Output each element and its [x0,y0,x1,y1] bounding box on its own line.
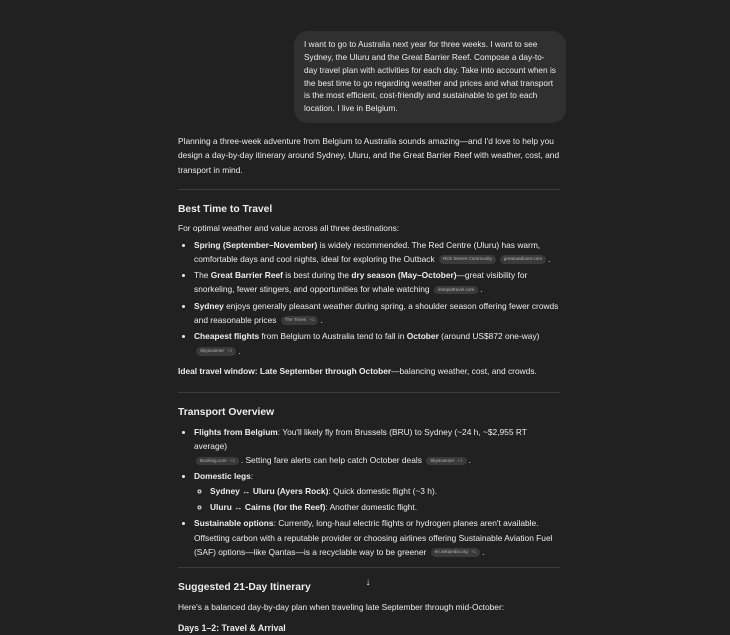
user-message-text: I want to go to Australia next year for three weeks. I want to see Sydney, the Uluru and the Great Barrier Reef. Compose a day-to-day travel plan with activities for each day. Take into account when is the best time to go regarding weather and prices and what transport is the most efficient, cost-friendly and sustainable to get to each location. I live in Belgium. [304,39,556,114]
citation-chip[interactable]: intrepidtravel.com [434,286,478,295]
citation-chip[interactable]: en.wikipedia.org +1 [431,548,480,557]
list-item: • The Great Barrier Reef is best during the dry season (May–October)—great visibility for snorkeling, fewer stingers, and opportunities for whale watching intrepidtravel.com . [194,268,560,297]
citation-chip[interactable]: greatoutdoors.com [500,255,546,264]
divider [178,567,560,568]
transport-list [178,425,560,560]
ideal-window: Ideal travel window: Late September through October—balancing weather, cost, and crowds. [178,365,537,376]
list-item: • Sustainable options: Currently, long-haul electric flights or hydrogen planes aren't available. Offsetting carbon with a reputable provider or choosing airlines offering Sustainable Aviation Fuel (SAF) options—like Qantas—is a recyclable way to be greener en.wikipedia.org +1 . [194,516,560,559]
list-item: • Cheapest flights from Belgium to Australia tend to fall in October (around US$872 one-way) Skyscanner +1 . [194,329,560,358]
list-item: ◦ Sydney ↔ Uluru (Ayers Rock): Quick domestic flight (~3 h). [210,484,560,498]
divider [178,392,560,393]
arrow-down-icon[interactable]: ↓ [365,576,371,588]
day-heading: Days 1–2: Travel & Arrival [178,622,286,633]
itinerary-lead: Here's a balanced day-by-day plan when traveling late September through mid-October: [178,601,505,612]
user-message-bubble [294,31,566,123]
list-item: • Domestic legs: ◦ Sydney ↔ Uluru (Ayers Rock): Quick domestic flight (~3 h). ◦ Uluru ↔ Cairns (for the Reef): Another domestic flight. [194,469,560,514]
section-heading-best-time: Best Time to Travel [178,203,273,215]
best-time-lead: For optimal weather and value across all three destinations: [178,223,400,234]
section-heading-itinerary: Suggested 21-Day Itinerary [178,582,311,594]
citation-chip[interactable]: Rick Steves Community [439,255,496,264]
divider [178,189,560,190]
best-time-list [178,238,560,358]
list-item: • Spring (September–November) is widely recommended. The Red Centre (Uluru) has warm, comfortable days and cool nights, ideal for exploring the Outback Rick Steves Community greatoutdoors.com . [194,238,560,267]
list-item: • Sydney enjoys generally pleasant weather during spring, a shoulder season offering fewer crowds and reasonable prices The Times +1 . [194,299,560,328]
list-item: • Flights from Belgium: You'll likely fly from Brussels (BRU) to Sydney (~24 h, ~$2,955 RT average) Booking.com +1 . Setting fare alerts can help catch October deals Skyscanner +1 . [194,425,560,468]
intro-paragraph: Planning a three-week adventure from Belgium to Australia sounds amazing—and I'd love to help you design a day-by-day itinerary around Sydney, Uluru, and the Great Barrier Reef with weather, cost, and transport in mind. [178,136,560,175]
section-heading-transport: Transport Overview [178,407,275,419]
citation-chip[interactable]: The Times +1 [281,316,319,325]
assistant-response [178,134,560,635]
citation-chip[interactable]: Skyscanner +1 [196,347,236,356]
citation-chip[interactable]: Skyscanner +1 [426,457,466,466]
citation-chip[interactable]: Booking.com +1 [196,457,239,466]
domestic-legs-list [194,484,560,515]
list-item: ◦ Uluru ↔ Cairns (for the Reef): Another domestic flight. [210,500,560,514]
